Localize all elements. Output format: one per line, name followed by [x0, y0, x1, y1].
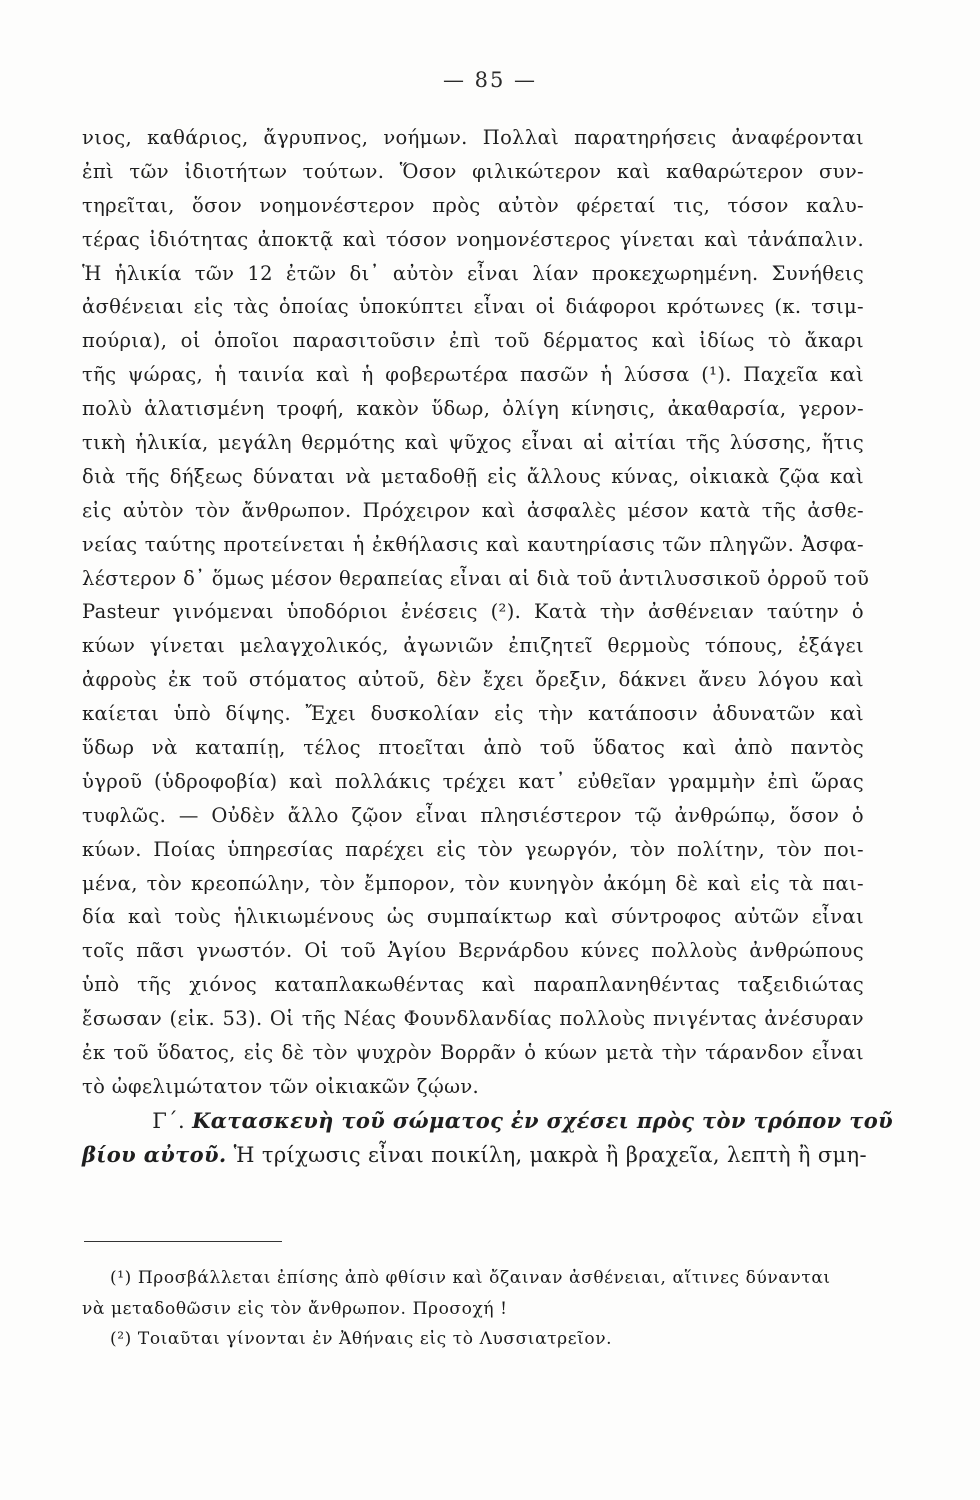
text-line: πούρια), οἱ ὁποῖοι παρασιτοῦσιν ἐπὶ τοῦ δέρματος καὶ ἰδίως τὸ ἄκαρι	[82, 329, 864, 353]
text-line: πολὺ ἁλατισμένη τροφή, κακὸν ὕδωρ, ὀλίγη κίνησις, ἀκαθαρσία, γερον-	[82, 397, 864, 421]
section-heading-line	[82, 1104, 894, 1138]
text-line: ἐκ τοῦ ὕδατος, εἰς δὲ τὸν ψυχρὸν Βορρᾶν ὁ κύων μετὰ τὴν τάρανδον εἶναι	[82, 1041, 864, 1065]
text-line: Pasteur γινόμεναι ὑποδόριοι ἐνέσεις (²). Κατὰ τὴν ἀσθένειαν ταύτην ὁ	[82, 600, 864, 624]
section-text: Ἡ τρίχωσις εἶναι ποικίλη, μακρὰ ἢ βραχεῖα, λεπτὴ ἢ σμη-	[233, 1142, 867, 1167]
text-line: ἀσθένειαι εἰς τὰς ὁποίας ὑποκύπτει εἶναι οἱ διάφοροι κρότωνες (κ. τσιμ-	[82, 295, 864, 319]
text-line: τηρεῖται, ὅσον νοημονέστερον πρὸς αὐτὸν φέρεταί τις, τόσον καλυ-	[82, 193, 864, 217]
text-line: κύων γίνεται μελαγχολικός, ἀγωνιῶν ἐπιζητεῖ θερμοὺς τόπους, ἐξάγει	[82, 634, 864, 658]
section-title-continued: βίου αὐτοῦ.	[82, 1141, 227, 1167]
page-number: — 85 —	[442, 68, 538, 92]
body-text	[82, 121, 894, 1172]
footnote-2: (²) Τοιαῦται γίνονται ἐν Ἀθήναις εἰς τὸ Λυσσιατρεῖον.	[110, 1329, 613, 1349]
text-line: δία καὶ τοὺς ἡλικιωμένους ὡς συμπαίκτωρ καὶ σύντροφος αὐτῶν εἶναι	[82, 905, 864, 929]
text-line: λέστερον δ᾽ ὅμως μέσον θεραπείας εἶναι αἱ διὰ τοῦ ἀντιλυσσικοῦ ὀρροῦ τοῦ	[82, 566, 870, 590]
footnotes	[82, 1263, 870, 1355]
text-line: Ἡ ἡλικία τῶν 12 ἐτῶν δι᾽ αὐτὸν εἶναι λίαν προκεχωρημένη. Συνήθεις	[82, 261, 864, 285]
section-title: Κατασκευὴ τοῦ σώματος ἐν σχέσει πρὸς τὸν τρόπον τοῦ	[192, 1107, 894, 1133]
section-heading-line	[82, 1138, 867, 1172]
text-line: ἀφροὺς ἐκ τοῦ στόματος αὐτοῦ, δὲν ἔχει ὄρεξιν, δάκνει ἄνευ λόγου καὶ	[82, 668, 864, 692]
text-line: ἐπὶ τῶν ἰδιοτήτων τούτων. Ὅσον φιλικώτερον καὶ καθαρώτερον συν-	[82, 159, 864, 183]
section-number: Γ΄.	[152, 1108, 186, 1133]
text-line: ὑγροῦ (ὑδροφοβία) καὶ πολλάκις τρέχει κατ᾽ εὐθεῖαν γραμμὴν ἐπὶ ὥρας	[82, 769, 864, 793]
text-line: ὑπὸ τῆς χιόνος καταπλακωθέντας καὶ παραπλανηθέντας ταξειδιώτας	[82, 973, 864, 997]
text-line: τυφλῶς. — Οὐδὲν ἄλλο ζῷον εἶναι πλησιέστερον τῷ ἀνθρώπῳ, ὅσον ὁ	[82, 803, 864, 827]
text-line: τῆς ψώρας, ἡ ταινία καὶ ἡ φοβερωτέρα πασῶν ἡ λύσσα (¹). Παχεῖα καὶ	[82, 363, 864, 387]
footnote-1-continued: νὰ μεταδοθῶσιν εἰς τὸν ἄνθρωπον. Προσοχή !	[82, 1298, 508, 1319]
text-line: νείας ταύτης προτείνεται ἡ ἐκθήλασις καὶ καυτηρίασις τῶν πληγῶν. Ἀσφα-	[82, 532, 864, 556]
text-line: κύων. Ποίας ὑπηρεσίας παρέχει εἰς τὸν γεωργόν, τὸν πολίτην, τὸν ποι-	[82, 837, 864, 861]
text-line: εἰς αὐτὸν τὸν ἄνθρωπον. Πρόχειρον καὶ ἀσφαλὲς μέσον κατὰ τῆς ἀσθε-	[82, 498, 864, 522]
text-line: τὸ ὠφελιμώτατον τῶν οἰκιακῶν ζῴων.	[82, 1074, 480, 1098]
text-line: τέρας ἰδιότητας ἀποκτᾷ καὶ τόσον νοημονέστερος γίνεται καὶ τἀνάπαλιν.	[82, 227, 864, 251]
footnote-divider	[84, 1241, 282, 1242]
text-line: νιος, καθάριος, ἄγρυπνος, νοήμων. Πολλαὶ παρατηρήσεις ἀναφέρονται	[82, 126, 864, 149]
text-line: ὕδωρ νὰ καταπίῃ, τέλος πτοεῖται ἀπὸ τοῦ ὕδατος καὶ ἀπὸ παντὸς	[82, 736, 864, 760]
text-line: τοῖς πᾶσι γνωστόν. Οἱ τοῦ Ἁγίου Βερνάρδου κύνες πολλοὺς ἀνθρώπους	[82, 939, 864, 963]
footnote-1: (¹) Προσβάλλεται ἐπίσης ἀπὸ φθίσιν καὶ ὄζαιναν ἀσθένειαι, αἵτινες δύνανται	[110, 1268, 831, 1288]
text-line: διὰ τῆς δήξεως δύναται νὰ μεταδοθῇ εἰς ἄλλους κύνας, οἰκιακὰ ζῷα καὶ	[82, 464, 864, 488]
text-line: καίεται ὑπὸ δίψης. Ἔχει δυσκολίαν εἰς τὴν κατάποσιν ἀδυνατῶν καὶ	[82, 702, 864, 726]
text-line: τικὴ ἡλικία, μεγάλη θερμότης καὶ ψῦχος εἶναι αἱ αἰτίαι τῆς λύσσης, ἥτις	[82, 431, 864, 455]
text-line: ἔσωσαν (εἰκ. 53). Οἱ τῆς Νέας Φουνδλανδίας πολλοὺς πνιγέντας ἀνέσυραν	[82, 1007, 864, 1031]
text-line: μένα, τὸν κρεοπώλην, τὸν ἔμπορον, τὸν κυνηγὸν ἀκόμη δὲ καὶ εἰς τὰ παι-	[82, 871, 864, 895]
